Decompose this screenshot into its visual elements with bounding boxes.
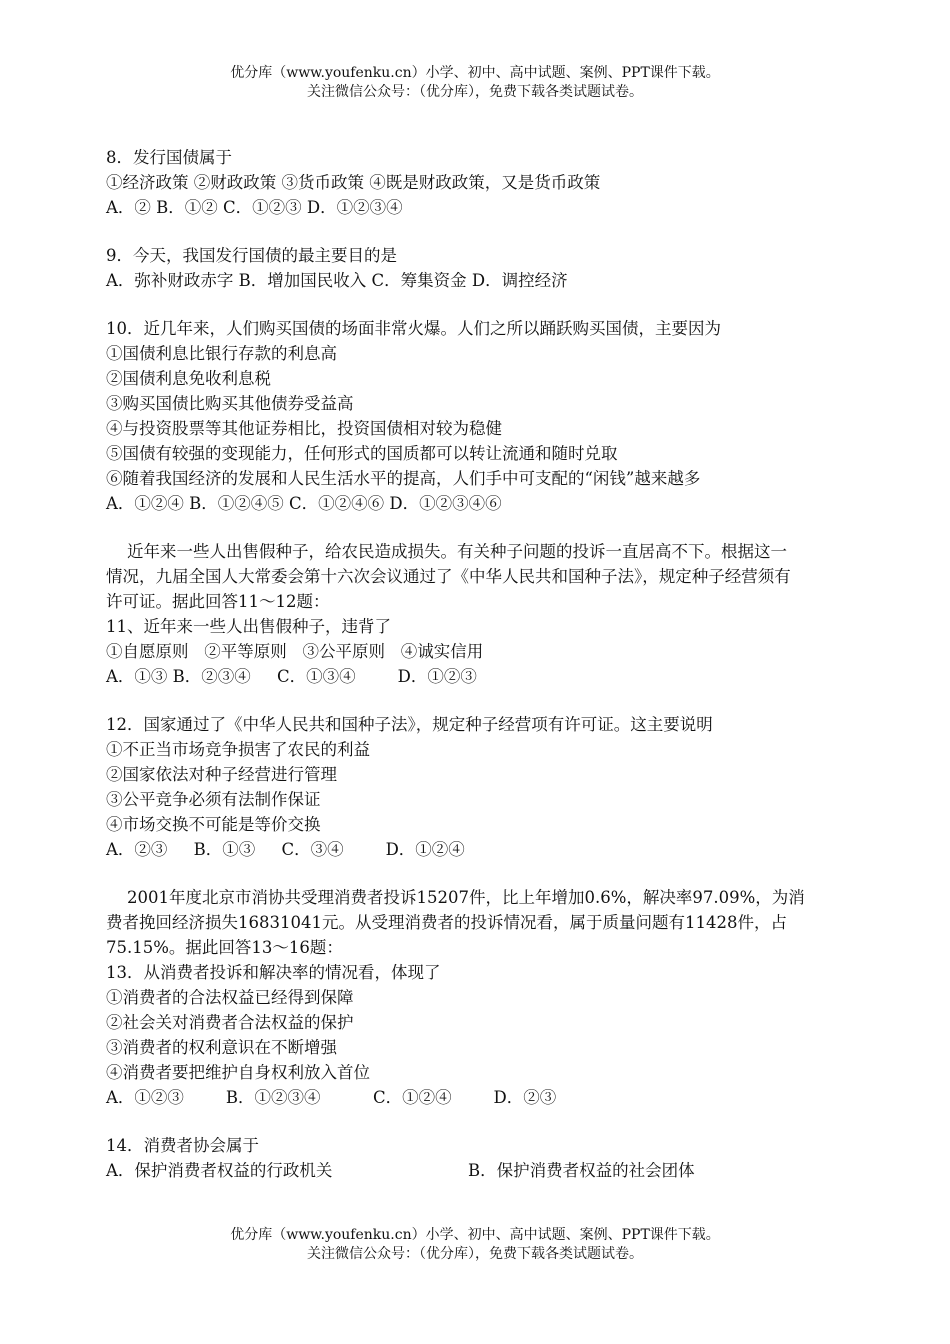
q12-options: A．②③ B．①③ C．③④ D．①②④ (106, 840, 465, 859)
q9-stem: 9．今天，我国发行国债的最主要目的是 (106, 246, 397, 265)
q13-item: ②社会关对消费者合法权益的保护 (106, 1013, 354, 1032)
q10-item: ⑤国债有较强的变现能力，任何形式的国质都可以转让流通和随时兑取 (106, 444, 618, 463)
passage-seed-law (106, 539, 886, 614)
q14-option-a: A．保护消费者权益的行政机关 (106, 1161, 333, 1180)
q11-stem: 11、近年来一些人出售假种子，违背了 (106, 617, 391, 636)
q13-stem: 13．从消费者投诉和解决率的情况看，体现了 (106, 963, 441, 982)
q10-item: ①国债利息比银行存款的利息高 (106, 344, 337, 363)
q13-item: ③消费者的权利意识在不断增强 (106, 1038, 337, 1057)
passage2-line: 75.15%。据此回答13～16题： (106, 938, 343, 957)
q12-item: ①不正当市场竞争损害了农民的利益 (106, 740, 370, 759)
question-11 (106, 614, 886, 689)
q10-item: ③购买国债比购买其他债券受益高 (106, 394, 354, 413)
passage2-line: 费者挽回经济损失16831041元。从受理消费者的投诉情况看，属于质量问题有11428件，占 (106, 913, 787, 932)
passage1-line: 许可证。据此回答11～12题： (106, 592, 330, 611)
question-13 (106, 960, 886, 1110)
q10-item: ②国债利息免收利息税 (106, 369, 271, 388)
q9-options: A．弥补财政赤字 B．增加国民收入 C．筹集资金 D．调控经济 (106, 271, 568, 290)
passage1-line: 情况，九届全国人大常委会第十六次会议通过了《中华人民共和国种子法》，规定种子经营须有 (106, 567, 791, 586)
q10-item: ④与投资股票等其他证券相比，投资国债相对较为稳健 (106, 419, 502, 438)
q8-options: A．② B．①② C．①②③ D．①②③④ (106, 198, 403, 217)
passage-consumer-complaints (106, 885, 886, 960)
question-9 (106, 243, 886, 293)
q8-stem: 8．发行国债属于 (106, 148, 232, 167)
question-8 (106, 145, 886, 220)
header-line-1: 优分库（www.youfenku.cn）小学、初中、高中试题、案例、PPT课件下载。 (230, 65, 720, 81)
footer-line-2: 关注微信公众号：（优分库），免费下载各类试题试卷。 (307, 1246, 643, 1262)
q13-item: ④消费者要把维护自身权利放入首位 (106, 1063, 370, 1082)
q11-options: A．①③ B．②③④ C．①③④ D．①②③ (106, 667, 477, 686)
q12-item: ②国家依法对种子经营进行管理 (106, 765, 337, 784)
question-10 (106, 316, 886, 516)
page-header (0, 64, 950, 102)
page-footer (0, 1226, 950, 1264)
q13-options: A．①②③ B．①②③④ C．①②④ D．②③ (106, 1088, 557, 1107)
document-body (106, 145, 886, 1183)
footer-line-1: 优分库（www.youfenku.cn）小学、初中、高中试题、案例、PPT课件下载。 (230, 1227, 720, 1243)
q11-items: ①自愿原则 ②平等原则 ③公平原则 ④诚实信用 (106, 642, 484, 661)
q12-stem: 12．国家通过了《中华人民共和国种子法》，规定种子经营项有许可证。这主要说明 (106, 715, 713, 734)
header-line-2: 关注微信公众号：（优分库），免费下载各类试题试卷。 (307, 84, 643, 100)
passage2-line: 2001年度北京市消协共受理消费者投诉15207件，比上年增加0.6%，解决率97.09%，为消 (106, 888, 805, 907)
q14-options (106, 1158, 886, 1183)
q10-stem: 10．近几年来，人们购买国债的场面非常火爆。人们之所以踊跃购买国债，主要因为 (106, 319, 721, 338)
question-12 (106, 712, 886, 862)
q13-item: ①消费者的合法权益已经得到保障 (106, 988, 354, 1007)
q8-items: ①经济政策 ②财政政策 ③货币政策 ④既是财政政策，又是货币政策 (106, 173, 601, 192)
q12-item: ④市场交换不可能是等价交换 (106, 815, 321, 834)
q14-option-b: B．保护消费者权益的社会团体 (468, 1161, 695, 1180)
q14-stem: 14．消费者协会属于 (106, 1136, 259, 1155)
q10-item: ⑥随着我国经济的发展和人民生活水平的提高，人们手中可支配的“闲钱”越来越多 (106, 469, 701, 488)
q12-item: ③公平竞争必须有法制作保证 (106, 790, 321, 809)
passage1-line: 近年来一些人出售假种子，给农民造成损失。有关种子问题的投诉一直居高不下。根据这一 (106, 542, 787, 561)
question-14 (106, 1133, 886, 1183)
q10-options: A．①②④ B．①②④⑤ C．①②④⑥ D．①②③④⑥ (106, 494, 502, 513)
